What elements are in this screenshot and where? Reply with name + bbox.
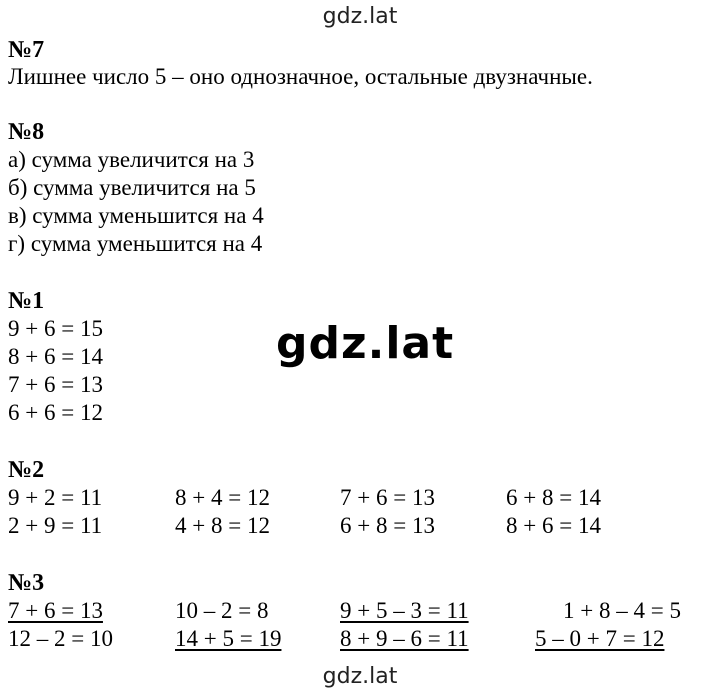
task3-expression: 12 – 2 = 10 [8,626,113,651]
task2-expression: 7 + 6 = 13 [340,485,435,510]
task1-line: 6 + 6 = 12 [8,400,103,425]
task3-heading: №3 [8,570,45,596]
task1-line: 8 + 6 = 14 [8,344,103,369]
task8-line-g: г) сумма уменьшится на 4 [8,231,263,256]
task7-heading: №7 [8,37,45,63]
task2-heading: №2 [8,457,45,483]
task7-text: Лишнее число 5 – оно однозначное, остальные двузначные. [8,64,593,89]
watermark-top: gdz.lat [322,4,398,29]
watermark-bottom: gdz.lat [322,664,398,689]
task2-expression: 6 + 8 = 14 [506,485,601,510]
task1-heading: №1 [8,288,45,314]
task2-expression: 6 + 8 = 13 [340,513,435,538]
task3-expression-underlined: 14 + 5 = 19 [175,626,282,651]
task8-line-a: а) сумма увеличится на 3 [8,147,255,172]
task2-expression: 4 + 8 = 12 [175,513,270,538]
task3-expression-underlined: 7 + 6 = 13 [8,598,103,623]
task2-expression: 9 + 2 = 11 [8,485,103,510]
task8-line-b: б) сумма увеличится на 5 [8,175,256,200]
task8-line-v: в) сумма уменьшится на 4 [8,203,264,228]
task3-expression-underlined: 9 + 5 – 3 = 11 [340,598,469,623]
task1-line: 7 + 6 = 13 [8,372,103,397]
task8-heading: №8 [8,119,45,145]
task2-expression: 8 + 6 = 14 [506,513,601,538]
task2-expression: 8 + 4 = 12 [175,485,270,510]
watermark-center: gdz.lat [276,318,455,369]
task3-expression: 1 + 8 – 4 = 5 [563,598,681,623]
task3-expression-underlined: 5 – 0 + 7 = 12 [535,626,665,651]
task3-expression: 10 – 2 = 8 [175,598,269,623]
task2-expression: 2 + 9 = 11 [8,513,103,538]
task3-expression-underlined: 8 + 9 – 6 = 11 [340,626,469,651]
task1-line: 9 + 6 = 15 [8,316,103,341]
